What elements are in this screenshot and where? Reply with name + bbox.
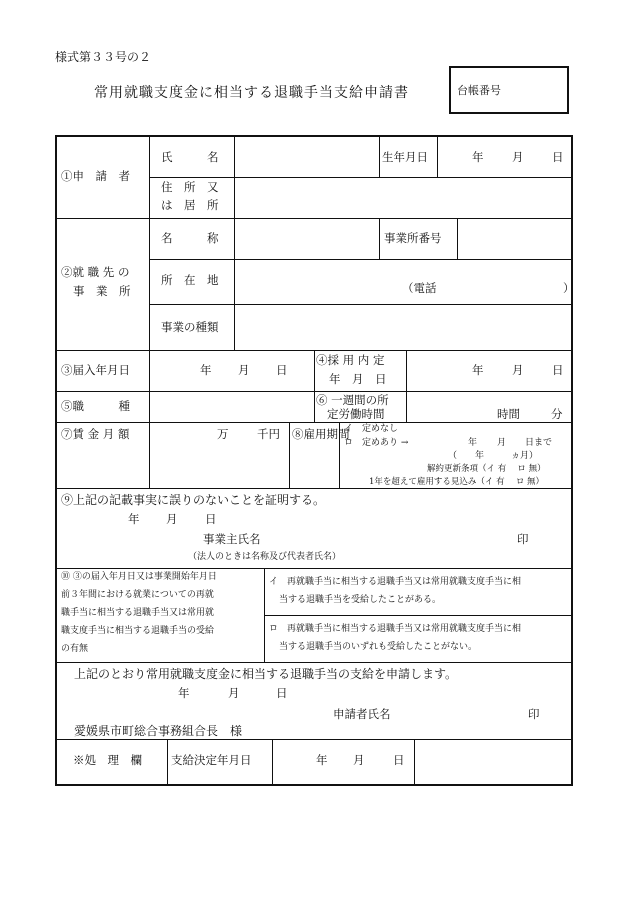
office-number-field[interactable] xyxy=(461,222,567,256)
column-divider xyxy=(406,350,407,422)
processing-label: ※処 理 欄 xyxy=(73,753,142,767)
company-name-field[interactable] xyxy=(237,222,377,256)
business-type-field[interactable] xyxy=(237,308,567,346)
prior-benefit-question-5: の有無 xyxy=(61,644,89,654)
business-type-label: 事業の種類 xyxy=(161,320,219,334)
row-divider xyxy=(57,488,571,489)
period-option-none[interactable]: イ 定めなし xyxy=(344,424,399,434)
occupation-label: ⑤職 種 xyxy=(61,399,130,413)
certification-statement: ⑨上記の記載事実に誤りのないことを証明する。 xyxy=(61,493,326,507)
over-one-year-outlook: 1年を超えて雇用する見込み（イ 有 ロ 無） xyxy=(369,477,545,487)
hire-day: 日 xyxy=(552,363,564,377)
column-divider xyxy=(457,218,458,259)
prior-benefit-question-2: 前３年間における就業についての再就 xyxy=(61,590,214,600)
column-divider xyxy=(272,739,273,784)
employer-seal: 印 xyxy=(517,532,529,546)
column-divider xyxy=(437,137,438,177)
row-divider xyxy=(264,615,571,616)
application-statement: 上記のとおり常用就職支度金に相当する退職手当の支給を申請します。 xyxy=(74,667,458,681)
until-month: 月 xyxy=(497,438,507,448)
company-name-label: 名 称 xyxy=(161,231,219,245)
column-divider xyxy=(234,137,235,350)
birth-day: 日 xyxy=(552,150,564,164)
employer-section-label: ②就 職 先 の xyxy=(61,265,130,279)
address-label-2: は 居 所 xyxy=(161,198,219,212)
period-option-fixed[interactable]: ロ 定めあり → xyxy=(344,438,409,448)
report-date-label: ③届入年月日 xyxy=(61,363,130,377)
cert-day: 日 xyxy=(205,512,217,526)
hire-year: 年 xyxy=(472,363,484,377)
decision-date-label: 支給決定年月日 xyxy=(171,753,252,767)
row-divider xyxy=(149,304,571,305)
prior-option-received-2: 当する退職手当を受給したことがある。 xyxy=(279,595,442,605)
applicant-section-label: ①申 請 者 xyxy=(61,169,130,183)
application-year: 年 xyxy=(178,686,190,700)
prior-option-received[interactable]: イ 再就職手当に相当する退職手当又は常用就職支度手当に相 xyxy=(269,577,522,587)
employer-name-field[interactable] xyxy=(273,529,513,547)
row-divider xyxy=(57,568,571,569)
document-title: 常用就職支度金に相当する退職手当支給申請書 xyxy=(94,85,409,101)
prior-benefit-question-4: 職支度手当に相当する退職手当の受給 xyxy=(61,626,215,636)
location-label: 所 在 地 xyxy=(161,273,219,287)
hire-date-ymd: 年 月 日 xyxy=(329,372,387,386)
name-label: 氏 名 xyxy=(161,150,219,164)
application-month: 月 xyxy=(228,686,240,700)
prior-benefit-question-3: 職手当に相当する退職手当又は常用就 xyxy=(61,608,215,618)
column-divider xyxy=(149,137,150,488)
applicant-signature-field[interactable] xyxy=(403,704,523,722)
cert-year: 年 xyxy=(128,512,140,526)
addressee: 愛媛県市町総合事務組合長 様 xyxy=(74,724,243,738)
column-divider xyxy=(314,350,315,422)
report-year: 年 xyxy=(200,363,212,377)
row-divider xyxy=(57,662,571,663)
applicant-seal: 印 xyxy=(528,707,540,721)
application-day: 日 xyxy=(276,686,288,700)
occupation-field[interactable] xyxy=(153,395,303,419)
processing-notes-field[interactable] xyxy=(418,743,566,779)
prior-benefit-question: ⑩ ③の届入年月日又は事業開始年月日 xyxy=(61,572,217,582)
row-divider xyxy=(149,177,571,178)
decision-month: 月 xyxy=(353,753,365,767)
report-month: 月 xyxy=(238,363,250,377)
hire-date-label: ④採 用 内 定 xyxy=(316,353,385,367)
until-day: 日まで xyxy=(525,438,553,448)
column-divider xyxy=(379,218,380,259)
row-divider xyxy=(149,259,571,260)
decision-day: 日 xyxy=(393,753,405,767)
column-divider xyxy=(264,568,265,662)
employer-section-label-2: 事 業 所 xyxy=(73,284,131,298)
prior-option-not-received[interactable]: ロ 再就職手当に相当する退職手当又は常用就職支度手当に相 xyxy=(269,624,522,634)
wage-sen-yen-unit: 千円 xyxy=(257,427,280,441)
column-divider xyxy=(379,137,380,177)
weekly-hours-label: ⑥ 一週間の所 xyxy=(316,393,389,407)
birth-year: 年 xyxy=(472,150,484,164)
column-divider xyxy=(414,739,415,784)
row-divider xyxy=(57,422,571,423)
cert-month: 月 xyxy=(166,512,178,526)
minutes-unit: 分 xyxy=(551,407,563,421)
applicant-address-field[interactable] xyxy=(237,181,567,215)
monthly-wage-label: ⑦賃 金 月 額 xyxy=(61,427,130,441)
hire-month: 月 xyxy=(512,363,524,377)
renewal-clause: 解約更新条項（イ 有 ロ 無） xyxy=(427,464,546,474)
ledger-number-box[interactable] xyxy=(449,66,569,114)
employer-name-label: 事業主氏名 xyxy=(203,532,261,546)
report-day: 日 xyxy=(276,363,288,377)
address-label: 住 所 又 xyxy=(161,180,219,194)
period-months: （ 年 ヵ月） xyxy=(448,451,539,461)
column-divider xyxy=(167,739,168,784)
applicant-name-field[interactable] xyxy=(237,141,377,175)
form-number: 様式第３３号の２ xyxy=(55,50,152,64)
birth-date-label: 生年月日 xyxy=(382,150,428,164)
phone-label: （電話 ） xyxy=(402,281,575,295)
ledger-number-label: 台帳番号 xyxy=(457,84,501,97)
office-number-label: 事業所番号 xyxy=(384,231,442,245)
until-year: 年 xyxy=(468,438,478,448)
column-divider xyxy=(289,422,290,488)
hours-unit: 時間 xyxy=(497,407,520,421)
row-divider xyxy=(57,218,571,219)
application-form-table xyxy=(55,135,573,786)
applicant-signature-label: 申請者氏名 xyxy=(333,707,391,721)
corporation-note: （法人のときは名称及び代表者氏名） xyxy=(188,552,342,562)
wage-man-unit: 万 xyxy=(217,427,229,441)
employment-period-label: ⑧雇用期間 xyxy=(292,427,350,441)
prior-option-not-received-2: 当する退職手当のいずれも受給したことがない。 xyxy=(279,642,478,652)
weekly-hours-label-2: 定労働時間 xyxy=(327,407,385,421)
decision-year: 年 xyxy=(316,753,328,767)
birth-month: 月 xyxy=(512,150,524,164)
